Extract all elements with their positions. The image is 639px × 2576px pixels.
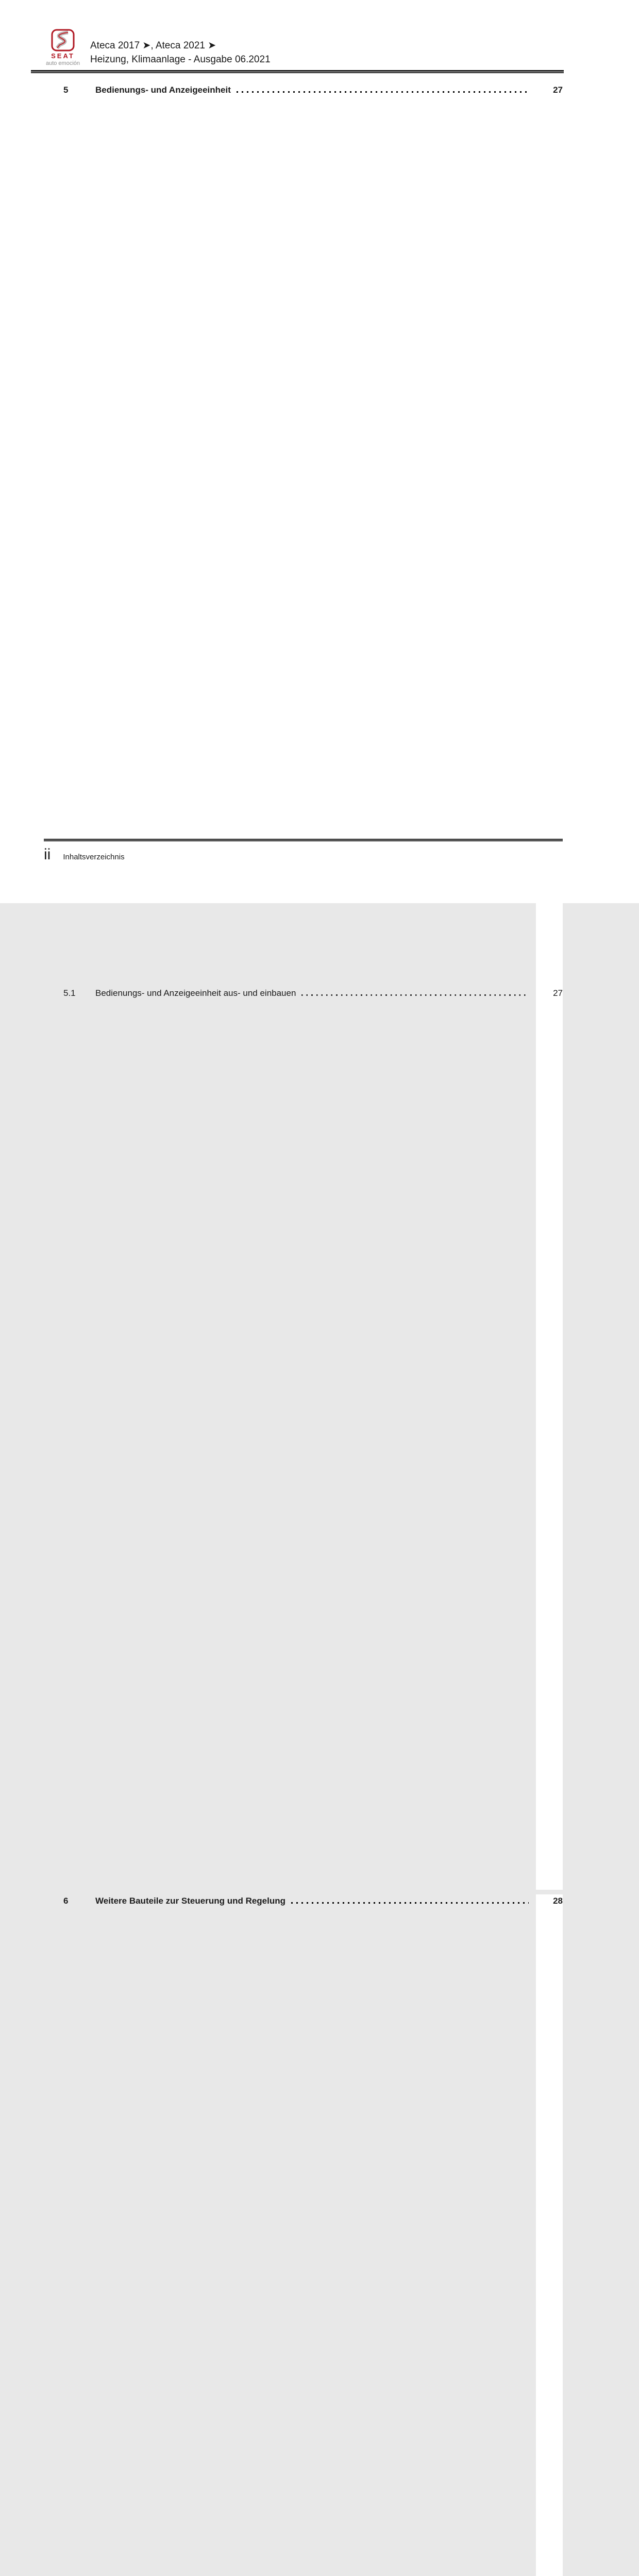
seat-tagline: auto emoción: [45, 60, 80, 66]
toc-entry-number: 5.1: [63, 988, 76, 998]
dot-leader: [301, 994, 529, 996]
document-title: [90, 39, 271, 66]
toc-entry-page: 27: [536, 83, 563, 987]
toc-entry-title: Bedienungs- und Anzeigeeinheit aus- und einbauen: [95, 988, 296, 998]
footer-page-number: ii: [44, 846, 51, 863]
toc-entry-page: 27: [536, 987, 563, 1890]
seat-logo: [44, 29, 82, 66]
page-header: [0, 0, 639, 66]
model-line: Ateca 2017 ➤, Ateca 2021 ➤: [90, 40, 216, 51]
seat-wordmark: SEAT: [51, 52, 75, 60]
footer-divider: [44, 839, 563, 841]
dot-leader: [291, 1902, 529, 1904]
toc-entry-number: 5: [63, 85, 69, 95]
toc-entry-row[interactable]: [44, 1894, 563, 2576]
footer-section-label: Inhaltsverzeichnis: [63, 853, 125, 861]
manual-subject-line: Heizung, Klimaanlage - Ausgabe 06.2021: [90, 54, 271, 65]
toc-entry-number: 6: [63, 1896, 69, 1906]
seat-s-icon: [49, 29, 76, 52]
table-of-contents: [44, 83, 563, 2576]
toc-entry-title: Weitere Bauteile zur Steuerung und Regelung: [95, 1896, 286, 1906]
toc-entry-row[interactable]: [44, 987, 563, 1890]
toc-list: [44, 83, 563, 2576]
page-footer: [44, 839, 563, 863]
header-divider: [31, 70, 564, 73]
toc-entry-page: 28: [536, 1894, 563, 2576]
dot-leader: [237, 91, 529, 93]
toc-entry-title: Bedienungs- und Anzeigeeinheit: [95, 85, 231, 95]
